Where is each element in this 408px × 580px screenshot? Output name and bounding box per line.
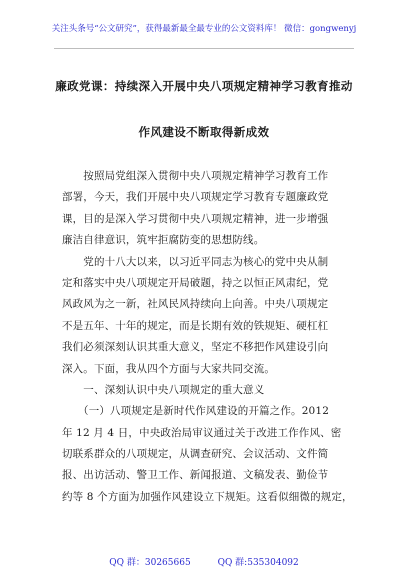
body-line: 约等 8 个方面为加强作风建设立下规矩。这看似细微的规定， (62, 490, 353, 503)
body-line: 党的十八大以来，以习近平同志为核心的党中央从制 (62, 255, 329, 268)
body-line: 廉洁自律意识，筑牢拒腐防变的思想防线。 (62, 234, 265, 247)
body-line: 我们必须深刻认识其重大意义，坚定不移把作风建设引向 (62, 341, 329, 354)
body-line: 课，目的是深入学习贯彻中央八项规定精神，进一步增强 (62, 212, 329, 225)
body-line: 部署，今天，我们开展中央八项规定学习教育专题廉政党 (62, 191, 329, 204)
document-body (62, 166, 358, 508)
qq-group-2: QQ 群:535304092 (217, 558, 299, 568)
section-heading: 一、深刻认识中央八项规定的重大意义 (62, 383, 265, 396)
qq-group-1: QQ 群：30265665 (109, 558, 191, 568)
body-line: 不是五年、十年的规定，而是长期有效的铁规矩、硬杠杠 (62, 319, 329, 332)
body-line: 切联系群众的八项规定，从调查研究、会议活动、文件简 (62, 448, 329, 461)
document-title-line-1: 廉政党课：持续深入开展中央八项规定精神学习教育推动 (55, 79, 353, 93)
body-line: 定和落实中央八项规定开局破题，持之以恒正风肃纪，党 (62, 276, 329, 289)
body-line: 深入。下面，我从四个方面与大家共同交流。 (62, 362, 275, 375)
body-line: （一）八项规定是新时代作风建设的开篇之作。2012 (62, 405, 330, 418)
header-divider (54, 48, 354, 49)
footer-contact (0, 555, 408, 568)
body-line: 按照局党组深入贯彻中央八项规定精神学习教育工作 (62, 170, 329, 182)
body-line: 报、出访活动、警卫工作、新闻报道、文稿发表、勤俭节 (62, 469, 329, 482)
body-line: 风政风为之一新，社风民风持续向上向善。中央八项规定 (62, 298, 329, 311)
body-line: 年 12 月 4 日，中央政治局审议通过关于改进工作作风、密 (62, 426, 342, 439)
header-banner: 关注头条号“公文研究”，获得最新最全最专业的公文资料库！ 微信：gongwenyj (51, 24, 357, 34)
document-title-line-2: 作风建设不断取得新成效 (138, 125, 270, 139)
